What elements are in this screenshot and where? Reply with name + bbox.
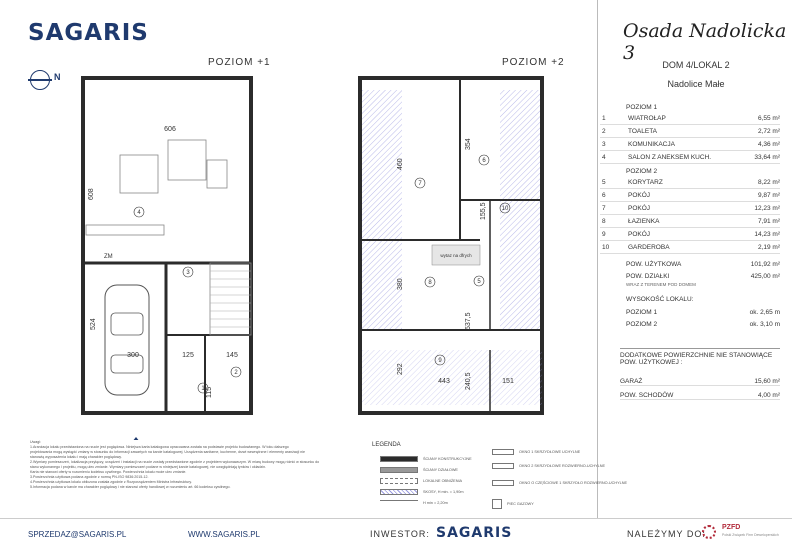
plan1-dim: 608 [88, 188, 95, 200]
plan1-dim: 115 [206, 386, 213, 398]
room-area: 8,22 m² [757, 178, 780, 186]
room-number: 1 [201, 386, 205, 392]
room-area: 4,36 m² [757, 140, 780, 148]
legend-item [380, 500, 448, 506]
height-value: ok. 2,65 m [749, 309, 780, 316]
table-row [600, 228, 780, 241]
plan1-dim: 145 [226, 352, 238, 359]
note-line: 1.Aranżacja lokalu przedstawiona na rzucie jest poglądowa. Niniejsza karta katalogowa opracowana została na podstawie projektu budowlanego. W toku dalszego [30, 445, 289, 449]
legend-label: OKNO 2 SKRZYDŁOWE ROZWIERNO-UCHYLNE [519, 464, 606, 468]
room-number: 3 [186, 270, 190, 276]
legend-label: PIEC GAZOWY [507, 502, 534, 506]
legend-swatch [380, 489, 418, 495]
plan2-dim: 443 [438, 378, 450, 385]
project-name: Osada Nadolicka 3 [623, 20, 787, 64]
legend-swatch [380, 467, 418, 473]
room-number: 6 [482, 158, 486, 164]
room-name: SALON Z ANEKSEM KUCH. [628, 153, 712, 161]
legend-swatch [380, 456, 418, 462]
room-num: 9 [602, 230, 606, 238]
investor-logo: SAGARIS [436, 525, 513, 541]
height-row [626, 309, 780, 316]
table-row [600, 112, 780, 125]
notes [30, 440, 345, 490]
slope-area [362, 90, 402, 330]
table-row [600, 189, 780, 202]
room-name: GARDEROBA [628, 243, 670, 251]
legend-item [492, 499, 534, 509]
zm-label: ZM [104, 254, 113, 260]
plot-area-value: 425,00 m² [750, 273, 780, 280]
room-number: 4 [137, 210, 141, 216]
height-label: POZIOM 1 [626, 309, 658, 316]
room-number: 9 [438, 358, 442, 364]
window-icon [492, 480, 514, 486]
level1-title: POZIOM +1 [208, 57, 271, 68]
divider [597, 0, 598, 518]
room-name: TOALETA [628, 127, 658, 135]
member-logo-sub: Polski Związek Firm Deweloperskich [722, 533, 779, 537]
vent-label: wytaz na dfrych [440, 253, 472, 258]
brand-logo: SAGARIS [28, 20, 149, 46]
window-icon [492, 463, 514, 469]
room-area: 6,55 m² [757, 114, 780, 122]
extra-label: GARAŻ [620, 378, 643, 385]
height-label: POZIOM 2 [626, 321, 658, 328]
room-num: 6 [602, 191, 606, 199]
member-label: NALEŻYMY DO: [627, 529, 706, 539]
note-line: stanu wykonanego i projektu, mogą ulec zmianie. Wymiary pomieszczeń podane w niniejszej karcie katalogowej, nie uwzględniają tynków i okładzin. [30, 465, 267, 469]
rooms-table [600, 100, 780, 254]
table-row [600, 138, 780, 151]
table-row [600, 215, 780, 228]
room-number: 5 [477, 279, 481, 285]
plan2-dim: 354 [465, 138, 472, 150]
plan2-dim: 151 [502, 378, 514, 385]
plan1-dim: 300 [127, 352, 139, 359]
legend-item [380, 456, 472, 462]
plan2-dim: 460 [397, 158, 404, 170]
plan-level-1 [83, 78, 251, 440]
room-num: 2 [602, 127, 606, 135]
gas-furnace-icon [492, 499, 502, 509]
legend-label: ŚCIANY KONSTRUKCYJNE [423, 457, 472, 461]
room-name: POKÓJ [628, 191, 651, 199]
room-name: POKÓJ [628, 204, 651, 212]
legend-label: OKNO O CZĘŚCIOWE 1 SKRZYDŁO ROZWIERNO-UCHYLNE [519, 481, 628, 485]
footer [0, 518, 792, 560]
table-row [600, 151, 780, 164]
note-line: 2.Wymiary pomieszczeń, lokalizacja przyłączy, urządzeń i instalacji na rzucie zostały przedstawione zgodnie z projektem wykonawczym. W miarę budowy mogą różnić w stosunku do [30, 460, 320, 464]
plan1-dim: 606 [164, 126, 176, 133]
height-title-text: WYSOKOŚĆ LOKALU: [626, 296, 694, 303]
legend-label: LOKALNE OBNIŻENIA [423, 479, 463, 483]
room-num: 1 [602, 114, 606, 122]
slope-area [362, 350, 542, 405]
legend-swatch [380, 500, 418, 506]
legend-item [492, 449, 580, 455]
room-area: 7,91 m² [757, 217, 780, 225]
member-logo: PZFD [722, 524, 741, 531]
room-area: 14,23 m² [754, 230, 780, 238]
room-area: 2,72 m² [757, 127, 780, 135]
usable-area-value: 101,92 m² [750, 261, 780, 268]
unit-location: Nadolice Małe [667, 79, 725, 89]
sofa [168, 140, 206, 180]
plot-area-sub: WRAZ Z TERENEM POD DOMEM [626, 282, 696, 287]
car-icon [105, 285, 149, 395]
unit-house: DOM 4/LOKAL 2 [662, 60, 730, 70]
tv-unit [207, 160, 227, 188]
extra-label: POW. SCHODÓW [620, 392, 674, 399]
height-row [626, 321, 780, 328]
table-row [600, 202, 780, 215]
stairs [210, 263, 251, 335]
table-row [600, 125, 780, 138]
room-num: 3 [602, 140, 606, 148]
room-area: 12,23 m² [754, 204, 780, 212]
plan1-dim: 524 [90, 318, 97, 330]
level2-title: POZIOM +2 [502, 57, 565, 68]
kitchen-counter [86, 225, 164, 235]
room-number: 2 [234, 370, 238, 376]
room-num: 8 [602, 217, 606, 225]
note-line: stanowią wyposażenia lokalu i mają charakter poglądowy. [30, 455, 122, 459]
usable-area-row [626, 261, 780, 268]
room-num: 7 [602, 204, 606, 212]
plan2-dim: 537,5 [465, 312, 472, 330]
room-name: WIATROŁAP [628, 114, 666, 122]
room-name: KORYTARZ [628, 178, 663, 186]
extra-value: 4,00 m² [757, 392, 780, 399]
room-number: 10 [501, 206, 509, 212]
plan2-dim: 240,5 [465, 372, 472, 390]
room-area: 33,64 m² [754, 153, 780, 161]
note-line: 4.Powierzchnia użytkowa lokalu obliczona została zgodnie z Rozporządzeniem Ministra Infrastruktury. [30, 480, 192, 484]
plan2-dim: 155,5 [480, 202, 487, 220]
room-area: 2,19 m² [757, 243, 780, 251]
room-number: 8 [428, 280, 432, 286]
table-row [600, 176, 780, 189]
rooms-level1-title: POZIOM 1 [626, 104, 658, 111]
rooms-level2-title: POZIOM 2 [626, 168, 658, 175]
note-line: projektowania mogą wystąpić zmiany w stosunku do informacji zawartych na karcie katalogowej. Urządzenia sanitarne, kuchenne, drzwi wewnętrzne i elementy aranżacji nie [30, 450, 306, 454]
footer-www-link[interactable]: WWW.SAGARIS.PL [188, 530, 261, 539]
extra-value: 15,60 m² [754, 378, 780, 385]
room-num: 4 [602, 153, 606, 161]
note-line: Karta nie stanowi oferty w rozumieniu kodeksu cywilnego. Powierzchnia lokalu może ulec zmianie. [30, 470, 187, 474]
note-line: 3.Powierzchnia użytkowa podana zgodnie z normą PN-ISO 9836:2015-12. [30, 475, 149, 479]
room-name: POKÓJ [628, 230, 651, 238]
legend-title: LEGENDA [372, 442, 401, 448]
dining-table [120, 155, 158, 193]
legend-item [492, 463, 605, 469]
room-number: 7 [418, 181, 422, 187]
legend-item [380, 489, 464, 495]
room-num: 5 [602, 178, 606, 186]
legend-label: ŚCIANY DZIAŁOWE [423, 468, 458, 472]
plot-area-label: POW. DZIAŁKI [626, 273, 670, 280]
legend-swatch [380, 478, 418, 484]
legend-label: OKNO 1 SKRZYDŁOWE UCHYLNE [519, 450, 581, 454]
plan-level-2 [360, 78, 542, 413]
usable-area-label: POW. UŻYTKOWA [626, 261, 682, 268]
pzfd-logo-icon [702, 525, 716, 539]
legend-label: H min = 2,20m [423, 501, 448, 505]
legend-item [492, 480, 627, 486]
extra-areas-title: DODATKOWE POWIERZCHNIE NIE STANOWIĄCE POW. UŻYTKOWEJ : [620, 348, 780, 366]
compass-north-label: N [54, 72, 61, 82]
height-value: ok. 3,10 m [749, 321, 780, 328]
footer-email-link[interactable]: SPRZEDAZ@SAGARIS.PL [28, 530, 127, 539]
plan1-dim: 125 [182, 352, 194, 359]
room-num: 10 [602, 243, 610, 251]
room-area: 9,87 m² [757, 191, 780, 199]
room-name: KOMUNIKACJA [628, 140, 675, 148]
plan2-dim: 380 [397, 278, 404, 290]
height-title [626, 296, 780, 303]
legend-item [380, 467, 458, 473]
legend-item [380, 478, 462, 484]
table-row [600, 241, 780, 254]
investor-label: INWESTOR: [370, 529, 430, 539]
plot-area-row [626, 273, 780, 280]
extra-row [620, 392, 780, 400]
note-line: 5.Informacja podana w karcie ma charakter poglądowy i nie stanowi oferty handlowej w rozumieniu art. 66 kodeksu cywilnego. [30, 485, 231, 489]
extra-row [620, 378, 780, 386]
stairs-steps [210, 271, 251, 327]
legend-label: SKOSY, H min. = 1,90m [423, 490, 464, 494]
plan2-dim: 292 [397, 363, 404, 375]
room-name: ŁAZIENKA [628, 217, 660, 225]
note-line: Uwagi: [30, 440, 41, 444]
window-icon [492, 449, 514, 455]
